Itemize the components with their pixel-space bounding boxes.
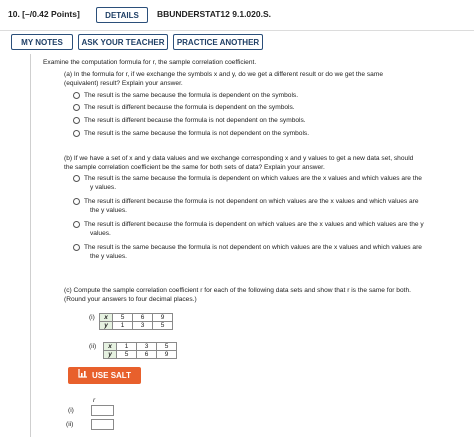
part-a-option-2-radio[interactable] bbox=[73, 104, 80, 111]
question-intro: Examine the computation formula for r, the sample correlation coefficient. bbox=[43, 59, 257, 66]
part-a-option-1-label: The result is the same because the formula is dependent on the symbols. bbox=[84, 92, 299, 99]
part-a-option-2-label: The result is different because the formula is dependent on the symbols. bbox=[84, 104, 295, 111]
answer-r-header: r bbox=[93, 397, 96, 404]
answer-row-ii-label: (ii) bbox=[66, 421, 74, 428]
part-b-option-2-label: The result is different because the formula is not dependent on which values are the x values and which values are bbox=[84, 198, 419, 205]
part-b-option-1-radio[interactable] bbox=[73, 175, 80, 182]
table-row bbox=[100, 322, 173, 330]
part-a-option-4-radio[interactable] bbox=[73, 130, 80, 137]
table-cell: 5 bbox=[153, 322, 173, 330]
use-salt-button[interactable] bbox=[68, 367, 141, 384]
answer-ii-input[interactable] bbox=[91, 419, 114, 430]
part-a-option-1-radio[interactable] bbox=[73, 92, 80, 99]
part-b-option-3-label-cont: values. bbox=[90, 230, 111, 237]
table-cell: 9 bbox=[157, 351, 177, 359]
part-b-prompt-cont: the sample correlation coefficient be the same for both sets of data? Explain your answer. bbox=[64, 164, 325, 171]
answer-row-i-label: (i) bbox=[68, 407, 74, 414]
part-b-option-2-radio[interactable] bbox=[73, 198, 80, 205]
part-a-option-3-label: The result is different because the formula is not dependent on the symbols. bbox=[84, 117, 306, 124]
part-b-prompt: (b) If we have a set of x and y data values and we exchange corresponding x and y values to get a new data set, should bbox=[64, 155, 414, 162]
data-table-ii bbox=[103, 342, 177, 359]
table-cell: 3 bbox=[137, 343, 157, 351]
table-cell: 6 bbox=[137, 351, 157, 359]
my-notes-button[interactable]: MY NOTES bbox=[11, 34, 73, 50]
table-cell: 5 bbox=[157, 343, 177, 351]
part-c-prompt-cont: (Round your answers to four decimal places.) bbox=[64, 296, 197, 303]
table-y-header: y bbox=[104, 351, 117, 359]
part-b-option-1-label: The result is the same because the formula is dependent on which values are the x values and which values are the bbox=[84, 175, 422, 182]
part-b-option-3-radio[interactable] bbox=[73, 221, 80, 228]
table-x-header: x bbox=[100, 314, 113, 322]
table-i-label: (i) bbox=[89, 314, 95, 321]
part-b-option-4-radio[interactable] bbox=[73, 244, 80, 251]
part-b-option-4-label: The result is the same because the formula is not dependent on which values are the x values and which values are bbox=[84, 244, 422, 251]
part-a-prompt: (a) In the formula for r, if we exchange the symbols x and y, do we get a different result or do we get the same bbox=[64, 71, 383, 78]
part-b-option-3-label: The result is different because the formula is dependent on which values are the x values and which values are the y bbox=[84, 221, 424, 228]
part-b-option-4-label-cont: the y values. bbox=[90, 253, 128, 260]
table-cell: 3 bbox=[133, 322, 153, 330]
table-ii-label: (ii) bbox=[89, 343, 97, 350]
details-button[interactable]: DETAILS bbox=[96, 7, 148, 23]
part-b-option-1-label-cont: y values. bbox=[90, 184, 117, 191]
part-c-prompt: (c) Compute the sample correlation coefficient r for each of the following data sets and show that r is the same for both. bbox=[64, 287, 411, 294]
table-y-header: y bbox=[100, 322, 113, 330]
assignment-id: BBUNDERSTAT12 9.1.020.S. bbox=[157, 9, 271, 19]
use-salt-label: USE SALT bbox=[92, 371, 131, 380]
part-a-prompt-cont: (equivalent) result? Explain your answer. bbox=[64, 80, 183, 87]
table-cell: 9 bbox=[153, 314, 173, 322]
answer-i-input[interactable] bbox=[91, 405, 114, 416]
table-cell: 1 bbox=[117, 343, 137, 351]
salt-chart-icon bbox=[78, 367, 88, 384]
ask-teacher-button[interactable]: ASK YOUR TEACHER bbox=[78, 34, 168, 50]
part-a-option-3-radio[interactable] bbox=[73, 117, 80, 124]
table-row bbox=[100, 314, 173, 322]
table-x-header: x bbox=[104, 343, 117, 351]
table-cell: 1 bbox=[113, 322, 133, 330]
question-header bbox=[0, 0, 474, 31]
question-number: 10. [–/0.42 Points] bbox=[8, 9, 80, 19]
practice-another-button[interactable]: PRACTICE ANOTHER bbox=[173, 34, 263, 50]
table-cell: 6 bbox=[133, 314, 153, 322]
table-cell: 5 bbox=[113, 314, 133, 322]
data-table-i bbox=[99, 313, 173, 330]
question-toolbar bbox=[0, 31, 474, 53]
part-b-option-2-label-cont: the y values. bbox=[90, 207, 128, 214]
table-row bbox=[104, 351, 177, 359]
part-a-option-4-label: The result is the same because the formula is not dependent on the symbols. bbox=[84, 130, 310, 137]
table-row bbox=[104, 343, 177, 351]
table-cell: 5 bbox=[117, 351, 137, 359]
